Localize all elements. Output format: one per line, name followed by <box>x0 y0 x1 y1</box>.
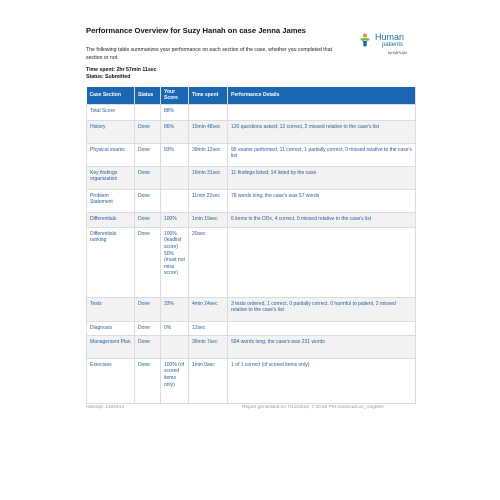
cell-details: 95 exams performed, 11 correct, 1 partially correct, 0 missed relative to the case's list <box>228 143 416 166</box>
cell-time: 1min 19sec <box>189 212 228 227</box>
table-row-key-findings <box>87 166 416 189</box>
performance-table <box>86 87 416 404</box>
logo-word-patients: patients <box>382 42 404 48</box>
table-row-physical-exams <box>87 143 416 166</box>
cell-score <box>161 166 189 189</box>
table-row-differentials <box>87 212 416 227</box>
cell-section: Physical exams <box>87 143 135 166</box>
cell-section: History <box>87 120 135 143</box>
intro-text: The following table summarizes your performance on each section of the case, whether you completed that section or not. <box>86 47 332 61</box>
cell-score: 0% <box>161 321 189 335</box>
cell-details: 6 items in the DDx, 4 correct, 0 missed relative to the case's list <box>228 212 416 227</box>
cell-score: 100% (leadlist score) 50% (must not miss score) <box>161 227 189 297</box>
column-header-case-section: Case Section <box>87 87 135 104</box>
cell-section: Key findings organization <box>87 166 135 189</box>
table-row-history <box>87 120 416 143</box>
cell-status: Done <box>135 189 161 212</box>
cell-section: Tests <box>87 297 135 321</box>
report-generated-timestamp: Report generated on 7/13/2024, 7:30:45 PM America/Los_Angeles <box>242 405 384 410</box>
attempt-id: Attempt: 2198444 <box>86 405 124 410</box>
cell-time: 36min 7sec <box>189 335 228 358</box>
cell-details: 120 questions asked; 12 correct, 2 missed relative to the case's list <box>228 120 416 143</box>
table-row-tests <box>87 297 416 321</box>
cell-details: 78 words long; the case's was 57 words <box>228 189 416 212</box>
cell-details: 11 findings listed; 14 listed by the case <box>228 166 416 189</box>
table-row-management-plan <box>87 335 416 358</box>
cell-score: 93% <box>161 143 189 166</box>
table-row-total-score <box>87 104 416 120</box>
table-row-diagnosis <box>87 321 416 335</box>
cell-time <box>189 104 228 120</box>
cell-score <box>161 189 189 212</box>
cell-section: Differentials <box>87 212 135 227</box>
cell-score: 86% <box>161 120 189 143</box>
cell-details <box>228 104 416 120</box>
cell-details: 3 tests ordered, 1 correct, 0 partially correct, 0 harmful to patient, 2 missed relative to the case's list <box>228 297 416 321</box>
cell-section: Exercises <box>87 358 135 403</box>
cell-time: 12sec <box>189 321 228 335</box>
cell-status: Done <box>135 227 161 297</box>
table-row-exercises <box>87 358 416 403</box>
cell-time: 4min 24sec <box>189 297 228 321</box>
cell-status: Done <box>135 297 161 321</box>
page-title: Performance Overview for Suzy Hanah on case Jenna James <box>86 26 306 35</box>
cell-section: Problem Statement <box>87 189 135 212</box>
cell-score: 100% <box>161 212 189 227</box>
column-header-your-score: Your Score <box>161 87 189 104</box>
cell-score: 100% (of scored items only) <box>161 358 189 403</box>
cell-time: 11min 22sec <box>189 189 228 212</box>
human-patients-logo <box>358 32 418 62</box>
cell-score <box>161 335 189 358</box>
logo-by-kaplan: by KAPLAN <box>388 51 407 55</box>
table-header-row <box>87 87 416 104</box>
human-figure-icon <box>358 33 372 47</box>
column-header-status: Status <box>135 87 161 104</box>
cell-time: 16min 31sec <box>189 166 228 189</box>
cell-status: Done <box>135 143 161 166</box>
table-row-problem-statement <box>87 189 416 212</box>
cell-time: 39min 12sec <box>189 143 228 166</box>
cell-details: 594 words long; the case's was 231 words <box>228 335 416 358</box>
cell-time: 20sec <box>189 227 228 297</box>
cell-status <box>135 104 161 120</box>
status-summary: Status: Submitted <box>86 74 131 80</box>
cell-section: Differentials ranking <box>87 227 135 297</box>
cell-details <box>228 321 416 335</box>
cell-details <box>228 227 416 297</box>
cell-section: Management Plan <box>87 335 135 358</box>
cell-time: 15min 48sec <box>189 120 228 143</box>
cell-section: Total Score <box>87 104 135 120</box>
cell-time: 1min 0sec <box>189 358 228 403</box>
time-spent-summary: Time spent: 2hr 57min 11sec <box>86 67 157 73</box>
cell-status: Done <box>135 321 161 335</box>
cell-status: Done <box>135 166 161 189</box>
cell-status: Done <box>135 120 161 143</box>
cell-status: Done <box>135 358 161 403</box>
table-row-differentials-ranking <box>87 227 416 297</box>
cell-details: 1 of 1 correct (of scored items only) <box>228 358 416 403</box>
cell-score: 88% <box>161 104 189 120</box>
cell-status: Done <box>135 212 161 227</box>
cell-section: Diagnosis <box>87 321 135 335</box>
column-header-time-spent: Time spent <box>189 87 228 104</box>
cell-score: 33% <box>161 297 189 321</box>
column-header-performance-details: Performance Details <box>228 87 416 104</box>
logo-word-human: Human <box>375 32 405 42</box>
cell-status: Done <box>135 335 161 358</box>
